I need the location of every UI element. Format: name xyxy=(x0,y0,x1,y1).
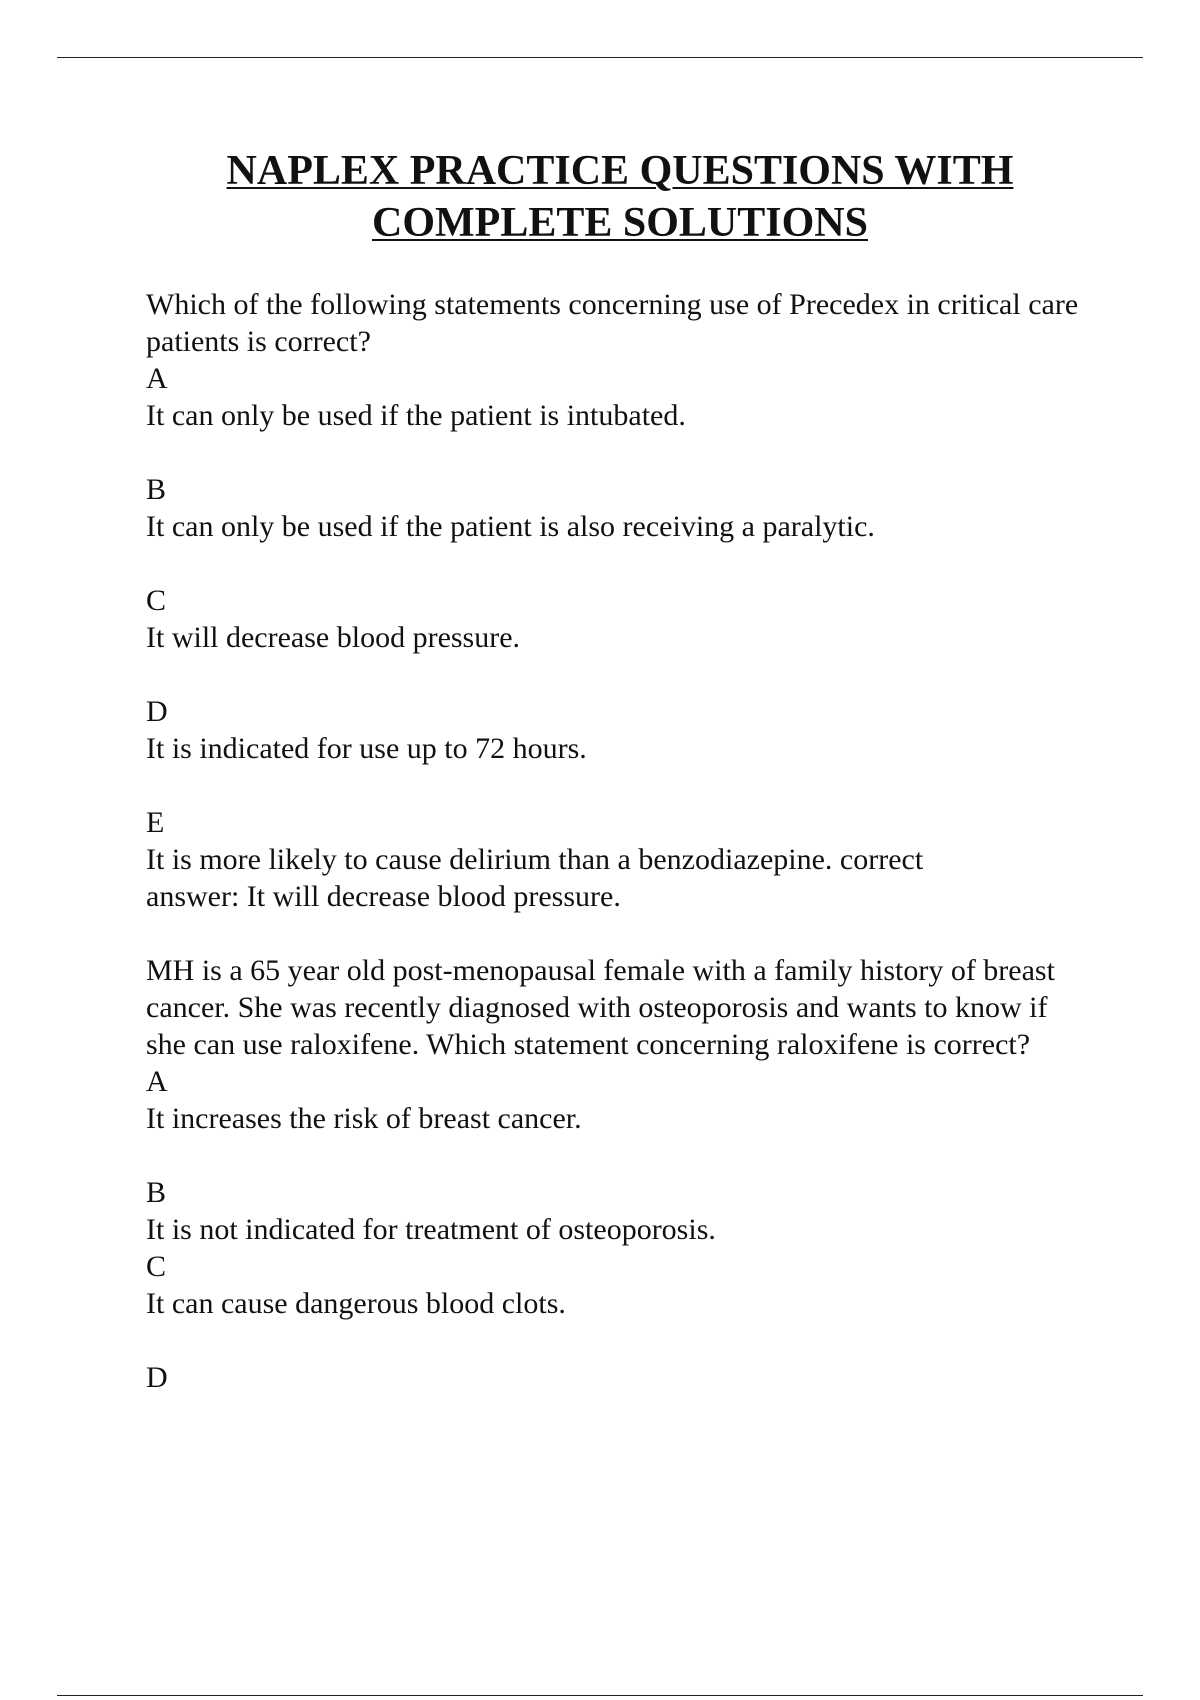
question-stem: Which of the following statements concerning use of Precedex in critical care patients is correct? xyxy=(146,288,1079,358)
option-text-with-answer: It is more likely to cause delirium than a benzodiazepine. correct answer: It will decrease blood pressure. xyxy=(146,843,924,913)
option-letter: D xyxy=(146,695,168,728)
question-1 xyxy=(146,286,1106,915)
option-text: It can cause dangerous blood clots. xyxy=(146,1287,566,1320)
option-letter: A xyxy=(146,362,168,395)
option-text: It will decrease blood pressure. xyxy=(146,621,521,654)
option-letter: C xyxy=(146,1250,167,1283)
page-title xyxy=(0,145,1200,249)
option-letter: B xyxy=(146,1176,167,1209)
option-text: It is not indicated for treatment of osteoporosis. xyxy=(146,1213,716,1246)
option-letter: E xyxy=(146,806,165,839)
option-text: It increases the risk of breast cancer. xyxy=(146,1102,582,1135)
question-2 xyxy=(146,952,1106,1396)
title-line-1: NAPLEX PRACTICE QUESTIONS WITH xyxy=(226,148,1014,194)
option-letter: D xyxy=(146,1361,168,1394)
option-text: It is indicated for use up to 72 hours. xyxy=(146,732,587,765)
option-text: It can only be used if the patient is intubated. xyxy=(146,399,686,432)
bottom-rule xyxy=(57,1695,1143,1696)
question-content xyxy=(146,286,1106,1396)
option-letter: C xyxy=(146,584,167,617)
option-letter: B xyxy=(146,473,167,506)
top-rule xyxy=(57,57,1143,58)
option-text: It can only be used if the patient is also receiving a paralytic. xyxy=(146,510,875,543)
question-stem: MH is a 65 year old post-menopausal female with a family history of breast cancer. She was recently diagnosed with osteoporosis and wants to know if she can use raloxifene. Which statement concerning raloxifene is correct? xyxy=(146,954,1055,1061)
title-line-2: COMPLETE SOLUTIONS xyxy=(372,200,868,246)
option-letter: A xyxy=(146,1065,168,1098)
